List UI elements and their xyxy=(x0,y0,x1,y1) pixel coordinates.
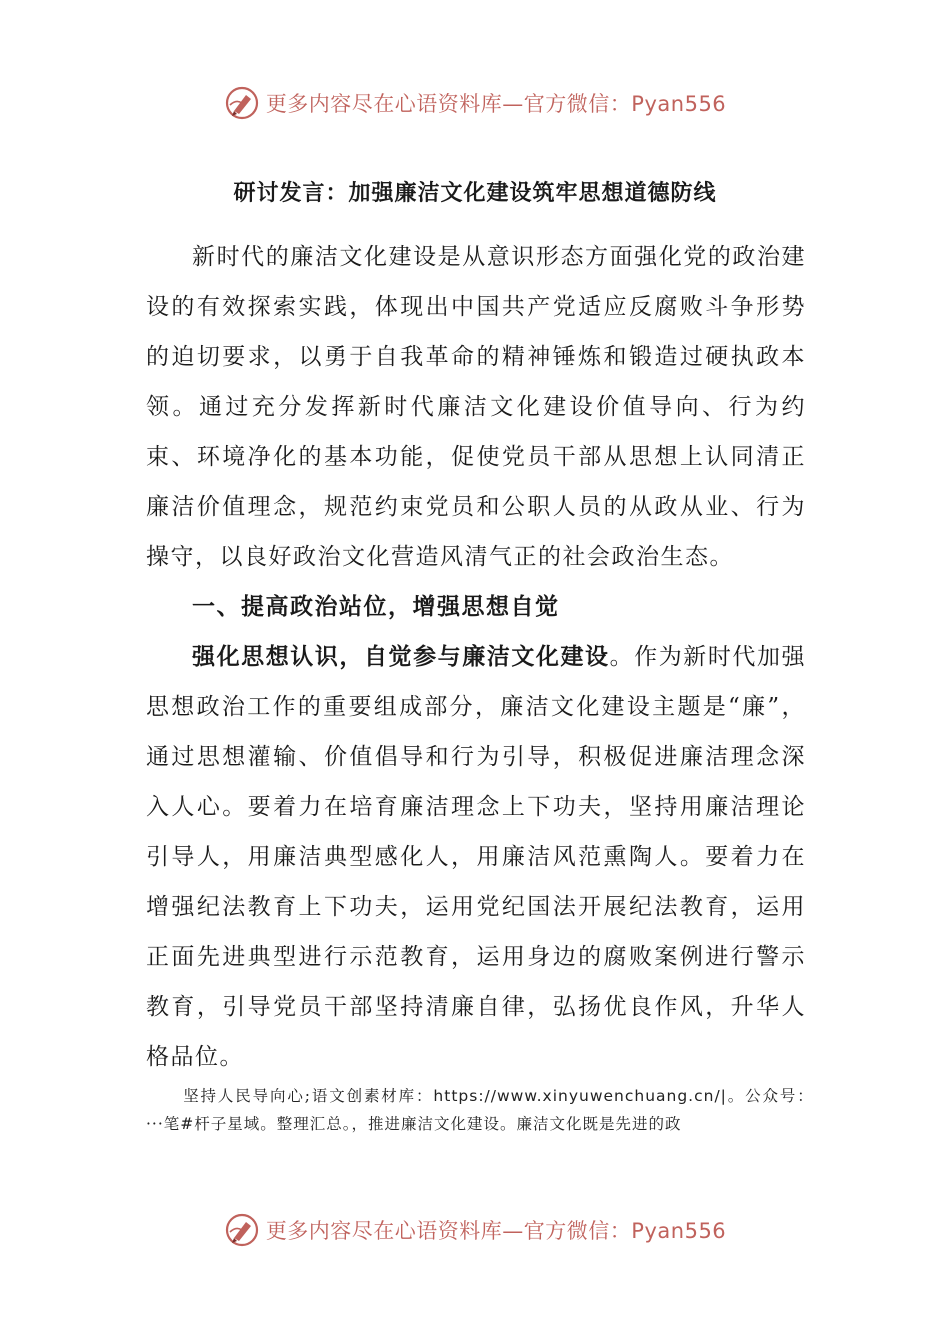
footer-banner xyxy=(0,1210,950,1250)
section-heading: 一、提高政治站位，增强思想自觉 xyxy=(192,593,560,620)
source-url-link[interactable]: https://www.xinyuwenchuang.cn/| xyxy=(433,1087,727,1105)
pen-logo-icon xyxy=(224,85,260,121)
source-note-prefix: 坚持人民导向心;语文创素材库： xyxy=(183,1087,434,1105)
header-banner xyxy=(0,83,950,123)
section-paragraph xyxy=(146,632,806,1082)
document-body xyxy=(146,232,806,1138)
paragraph-text: 。作为新时代加强思想政治工作的重要组成部分，廉洁文化建设主题是“廉”，通过思想灌输、价值倡导和行为引导，积极促进廉洁理念深入人心。要着力在培育廉洁理念上下功夫，坚持用廉洁理论引导人，用廉洁典型感化人，用廉洁风范熏陶人。要着力在增强纪法教育上下功夫，运用党纪国法开展纪法教育，运用正面先进典型进行示范教育，运用身边的腐败案例进行警示教育，引导党员干部坚持清廉自律，弘扬优良作风，升华人格品位。 xyxy=(146,644,806,1070)
paragraph-lead: 强化思想认识，自觉参与廉洁文化建设 xyxy=(192,643,610,670)
banner-text: 更多内容尽在心语资料库—官方微信：Pyan556 xyxy=(265,1219,727,1243)
intro-paragraph: 新时代的廉洁文化建设是从意识形态方面强化党的政治建设的有效探索实践，体现出中国共产党适应反腐败斗争形势的迫切要求，以勇于自我革命的精神锤炼和锻造过硬执政本领。通过充分发挥新时代廉洁文化建设价值导向、行为约束、环境净化的基本功能，促使党员干部从思想上认同清正廉洁价值理念，规范约束党员和公职人员的从政从业、行为操守，以良好政治文化营造风清气正的社会政治生态。 xyxy=(146,244,806,570)
banner-text: 更多内容尽在心语资料库—官方微信：Pyan556 xyxy=(265,92,727,116)
source-note xyxy=(146,1082,806,1138)
document-title: 研讨发言：加强廉洁文化建设筑牢思想道德防线 xyxy=(233,180,717,206)
pen-logo-icon xyxy=(224,1212,260,1248)
source-note-suffix: 。公众号：···笔#杆子星域。整理汇总。，推进廉洁文化建设。廉洁文化既是先进的政 xyxy=(146,1087,806,1133)
